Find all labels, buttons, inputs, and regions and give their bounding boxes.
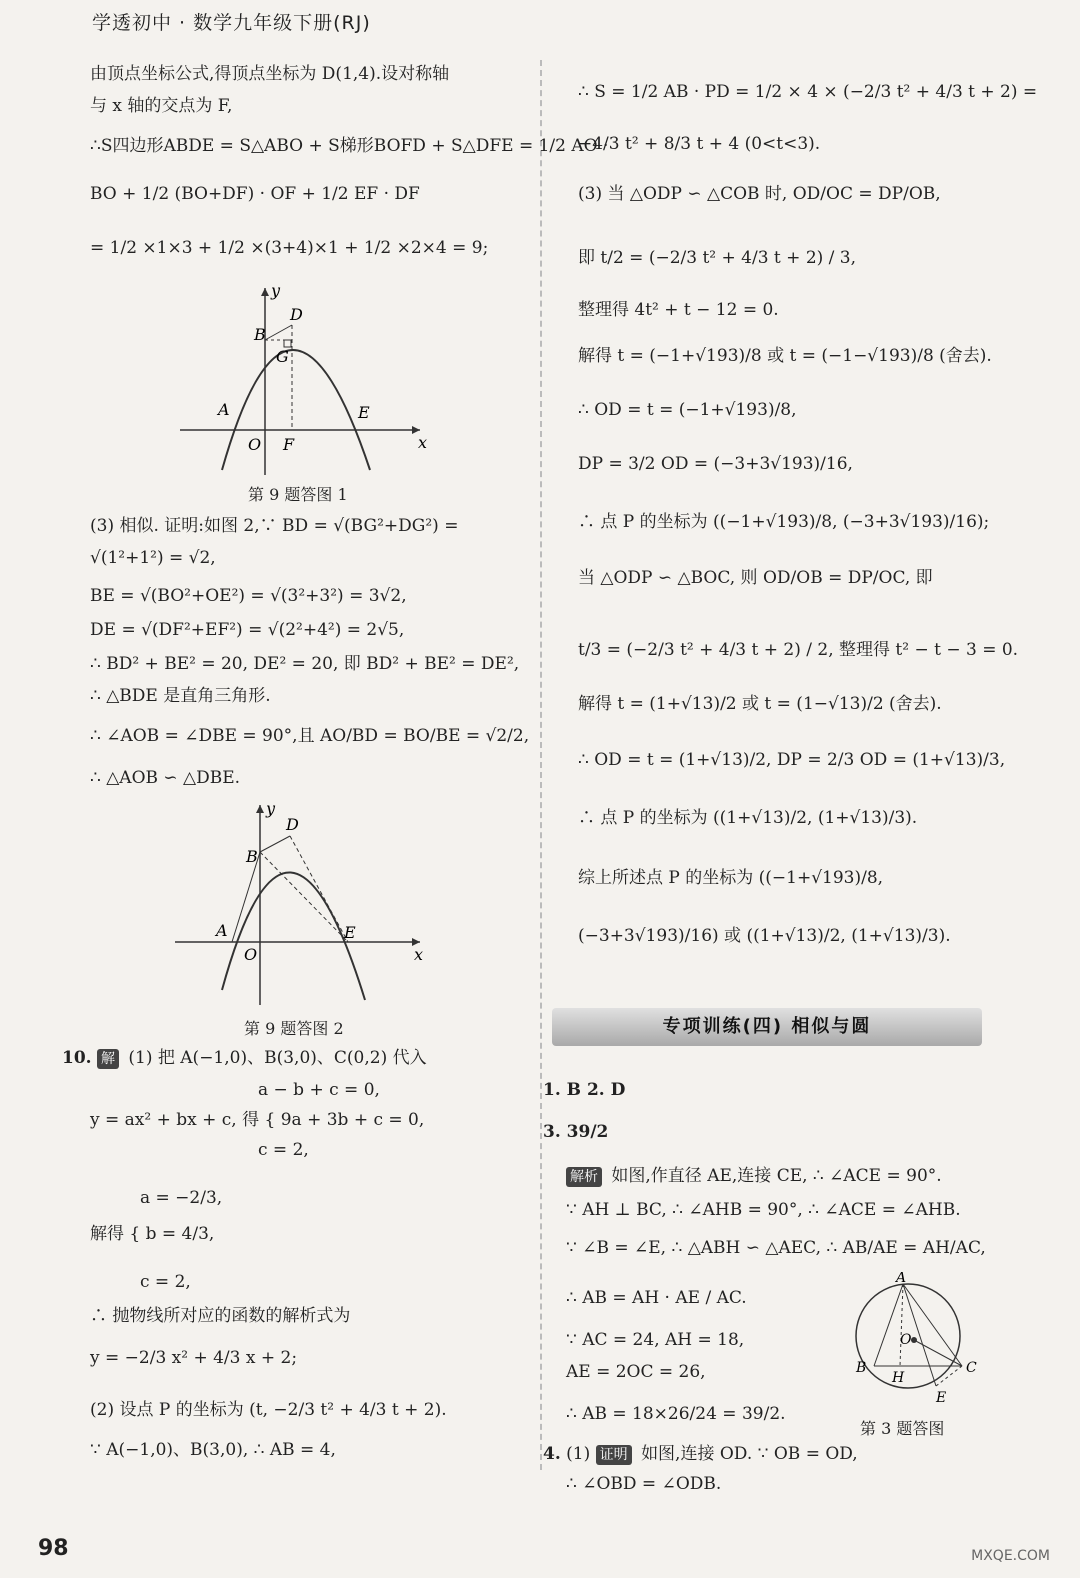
text-line: 整理得 4t² + t − 12 = 0.: [578, 300, 779, 320]
text-line: 由顶点坐标公式,得顶点坐标为 D(1,4).设对称轴: [90, 64, 450, 84]
equation-line: 解得 { b = 4/3,: [90, 1224, 215, 1244]
text-line: ∴ ∠OBD = ∠ODB.: [566, 1474, 722, 1494]
answer-tag: 解: [97, 1049, 119, 1069]
fig2-label-B: B: [246, 847, 258, 866]
text-line: √(1²+1²) = √2,: [90, 548, 216, 568]
fig3-label-B: B: [856, 1360, 867, 1376]
fig3-label-A: A: [896, 1272, 907, 1286]
text-line: ∴ △AOB ∽ △DBE.: [90, 768, 241, 788]
text-line: ∵ A(−1,0)、B(3,0), ∴ AB = 4,: [90, 1440, 336, 1460]
fig2-label-O: O: [244, 945, 258, 964]
text-line: 如图,作直径 AE,连接 CE, ∴ ∠ACE = 90°.: [611, 1166, 942, 1186]
text-line: ∴ AB = AH · AE / AC.: [566, 1288, 747, 1308]
fig2-label-D: D: [286, 815, 299, 834]
figure-3: [848, 1272, 988, 1412]
text-line: BO + 1/2 (BO+DF) · OF + 1/2 EF · DF: [90, 184, 420, 204]
text-line: 与 x 轴的交点为 F,: [90, 96, 233, 116]
equation-line: a = −2/3,: [140, 1188, 223, 1208]
text-line: = 1/2 ×1×3 + 1/2 ×(3+4)×1 + 1/2 ×2×4 = 9;: [90, 238, 489, 258]
page-header: 学透初中 · 数学九年级下册(RJ): [92, 12, 371, 34]
text-line: 综上所述点 P 的坐标为 ((−1+√193)/8,: [578, 868, 884, 888]
figure-9-1: [170, 280, 440, 480]
fig2-label-x: x: [414, 945, 424, 964]
section-title: 专项训练(四) 相似与圆: [662, 1016, 872, 1037]
fig1-label-A: A: [218, 400, 230, 419]
column-divider: [540, 60, 542, 1470]
text-line: (1) 把 A(−1,0)、B(3,0)、C(0,2) 代入: [128, 1048, 427, 1068]
solution-line: [566, 1164, 942, 1188]
text-line: y = −2/3 x² + 4/3 x + 2;: [90, 1348, 298, 1368]
equation-line: y = ax² + bx + c, 得 { 9a + 3b + c = 0,: [90, 1110, 425, 1130]
fig1-label-x: x: [418, 433, 428, 452]
text-line: (3) 当 △ODP ∽ △COB 时, OD/OC = DP/OB,: [578, 184, 941, 204]
text-line: DE = √(DF²+EF²) = √(2²+4²) = 2√5,: [90, 620, 405, 640]
text-line: ∴ AB = 18×26/24 = 39/2.: [566, 1404, 786, 1424]
proof-tag: 证明: [596, 1445, 632, 1465]
equation-line: a − b + c = 0,: [258, 1080, 380, 1100]
text-line: t/3 = (−2/3 t² + 4/3 t + 2) / 2, 整理得 t² − t − 3 = 0.: [578, 640, 1019, 660]
question-number: 4.: [543, 1444, 561, 1464]
section-banner: [552, 1008, 982, 1046]
text-line: 当 △ODP ∽ △BOC, 则 OD/OB = DP/OC, 即: [578, 568, 933, 588]
fig1-label-O: O: [248, 435, 262, 454]
text-line: AE = 2OC = 26,: [566, 1362, 706, 1382]
figure-caption: 第 3 题答图: [860, 1419, 945, 1438]
text-line: 如图,连接 OD. ∵ OB = OD,: [641, 1444, 858, 1464]
text-line: ∴ 点 P 的坐标为 ((−1+√193)/8, (−3+3√193)/16);: [578, 512, 990, 532]
fig2-label-y: y: [266, 800, 276, 818]
answer-3: 3. 39/2: [543, 1122, 609, 1142]
text-line: 解得 t = (1+√13)/2 或 t = (1−√13)/2 (舍去).: [578, 694, 942, 714]
text-line: ∵ AC = 24, AH = 18,: [566, 1330, 745, 1350]
text-line: BE = √(BO²+OE²) = √(3²+3²) = 3√2,: [90, 586, 407, 606]
analysis-tag: 解析: [566, 1167, 602, 1187]
text-line: (2) 设点 P 的坐标为 (t, −2/3 t² + 4/3 t + 2).: [90, 1400, 447, 1420]
text-line: 即 t/2 = (−2/3 t² + 4/3 t + 2) / 3,: [578, 248, 857, 268]
text-line: ∵ ∠B = ∠E, ∴ △ABH ∽ △AEC, ∴ AB/AE = AH/AC,: [566, 1238, 986, 1258]
fig1-label-E: E: [358, 403, 370, 422]
equation-line: c = 2,: [258, 1140, 309, 1160]
fig3-label-C: C: [966, 1360, 977, 1376]
text-line: ∴S四边形ABDE = S△ABO + S梯形BOFD + S△DFE = 1/2 AO ·: [90, 136, 609, 156]
fig1-label-F: F: [283, 435, 295, 454]
text-line: ∴ OD = t = (1+√13)/2, DP = 2/3 OD = (1+√13)/3,: [578, 750, 1006, 770]
question-4: [543, 1442, 858, 1466]
answers-1-2: 1. B 2. D: [543, 1080, 626, 1100]
figure-9-2: [170, 800, 440, 1010]
fig1-label-D: D: [290, 305, 303, 324]
text-line: (3) 相似. 证明:如图 2,∵ BD = √(BG²+DG²) =: [90, 516, 459, 536]
figure-caption: 第 9 题答图 2: [244, 1019, 344, 1038]
fig1-label-y: y: [271, 281, 281, 300]
watermark: MXQE.COM: [971, 1548, 1050, 1564]
text-line: ∴ △BDE 是直角三角形.: [90, 686, 271, 706]
fig3-label-E: E: [936, 1390, 947, 1406]
fig1-label-G: G: [276, 347, 289, 366]
fig2-label-A: A: [216, 921, 228, 940]
question-10: [62, 1046, 427, 1070]
text-line: ∴ OD = t = (−1+√193)/8,: [578, 400, 797, 420]
text-line: 解得 t = (−1+√193)/8 或 t = (−1−√193)/8 (舍去).: [578, 346, 992, 366]
text-line: ∵ AH ⊥ BC, ∴ ∠AHB = 90°, ∴ ∠ACE = ∠AHB.: [566, 1200, 961, 1220]
text-line: ∴ 抛物线所对应的函数的解析式为: [90, 1306, 351, 1326]
text-line: −4/3 t² + 8/3 t + 4 (0<t<3).: [578, 134, 821, 154]
fig1-label-B: B: [254, 325, 266, 344]
page-number: 98: [38, 1536, 69, 1561]
fig3-label-H: H: [892, 1370, 905, 1386]
text-line: ∴ ∠AOB = ∠DBE = 90°,且 AO/BD = BO/BE = √2/2,: [90, 726, 530, 746]
equation-line: c = 2,: [140, 1272, 191, 1292]
question-number: 10.: [62, 1048, 92, 1068]
text-line: DP = 3/2 OD = (−3+3√193)/16,: [578, 454, 853, 474]
text-line: (−3+3√193)/16) 或 ((1+√13)/2, (1+√13)/3).: [578, 926, 951, 946]
text-line: (1): [566, 1444, 591, 1464]
fig3-label-O: O: [900, 1332, 912, 1348]
fig2-label-E: E: [344, 923, 356, 942]
text-line: ∴ BD² + BE² = 20, DE² = 20, 即 BD² + BE² = DE²,: [90, 654, 520, 674]
text-line: ∴ S = 1/2 AB · PD = 1/2 × 4 × (−2/3 t² + 4/3 t + 2) =: [578, 82, 1038, 102]
text-line: ∴ 点 P 的坐标为 ((1+√13)/2, (1+√13)/3).: [578, 808, 918, 828]
figure-caption: 第 9 题答图 1: [248, 485, 348, 504]
